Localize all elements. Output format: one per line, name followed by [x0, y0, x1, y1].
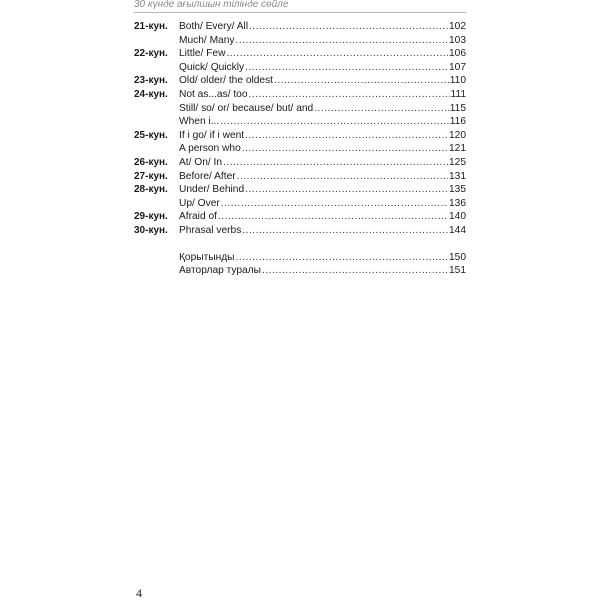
toc-page-number: 125 — [449, 156, 466, 168]
toc-entry-title: Up/ Over — [179, 197, 220, 209]
toc-dot-leader — [237, 170, 448, 184]
toc-dot-leader — [235, 34, 448, 48]
toc-dot-leader — [262, 264, 448, 278]
toc-page-number: 120 — [449, 129, 466, 141]
toc-entry-title: Both/ Every/ All — [179, 21, 249, 32]
toc-entry — [134, 264, 466, 278]
toc-entry — [134, 102, 466, 116]
toc-dot-leader — [235, 251, 448, 265]
running-head: 30 күнде ағылшын тілінде сөйле — [134, 0, 289, 10]
toc-page-number: 106 — [449, 48, 466, 60]
toc-dot-leader — [274, 74, 449, 88]
toc-entry — [134, 170, 466, 184]
toc-entry-title: Авторлар туралы — [179, 265, 261, 277]
toc-day-label: 30-кун. — [134, 224, 168, 236]
toc-entry — [134, 197, 466, 211]
toc-entry — [134, 156, 466, 170]
toc-section-gap — [134, 238, 466, 251]
toc-page-number: 111 — [450, 88, 466, 100]
toc-dot-leader — [218, 210, 448, 224]
toc-page-number: 115 — [449, 102, 466, 114]
toc-page-number: 135 — [449, 184, 466, 196]
toc-entry — [134, 20, 466, 34]
toc-day-label: 24-кун. — [134, 88, 168, 100]
toc-entry — [134, 61, 466, 75]
toc-page-number: 151 — [449, 265, 466, 277]
toc-page-number: 131 — [449, 170, 466, 182]
toc-entry-title: Little/ Few — [179, 48, 226, 60]
toc-entry-title: Before/ After — [179, 170, 236, 182]
toc-entry-title: When i... — [179, 116, 220, 128]
toc-entry-title: Not as...as/ too — [179, 88, 248, 100]
toc-entry-title: Under/ Behind — [179, 184, 245, 196]
toc-day-label: 23-кун. — [134, 75, 168, 87]
toc-entry-title: Old/ older/ the oldest — [179, 75, 274, 87]
toc-entry — [134, 34, 466, 48]
toc-entry-title: Afraid of — [179, 211, 217, 223]
toc-page-number: 103 — [449, 34, 466, 46]
toc-dot-leader — [249, 88, 450, 102]
toc-page-number: 102 — [449, 21, 466, 32]
toc-entry — [134, 183, 466, 197]
toc-entry-title: Much/ Many — [179, 34, 235, 46]
toc-day-label: 28-кун. — [134, 184, 168, 196]
toc-entry — [134, 115, 466, 129]
toc-dot-leader — [245, 129, 448, 143]
table-of-contents — [134, 20, 466, 278]
page-number: 4 — [136, 586, 142, 600]
toc-dot-leader — [249, 20, 448, 34]
toc-entry — [134, 224, 466, 238]
header-divider — [134, 12, 466, 13]
toc-dot-leader — [226, 47, 448, 61]
toc-entry-title: Қорытынды — [179, 251, 235, 263]
toc-day-label: 25-кун. — [134, 129, 168, 141]
toc-page-number: 150 — [449, 251, 466, 263]
toc-entry-title: Still/ so/ or/ because/ but/ and — [179, 102, 314, 114]
toc-page-number: 136 — [449, 197, 466, 209]
toc-dot-leader — [245, 183, 448, 197]
toc-page-number: 140 — [449, 211, 466, 223]
toc-page-number: 107 — [449, 61, 466, 73]
toc-entry — [134, 251, 466, 265]
toc-day-label: 26-кун. — [134, 156, 168, 168]
toc-page-number: 110 — [449, 75, 466, 87]
toc-entry-title: A person who — [179, 143, 241, 155]
toc-entry — [134, 142, 466, 156]
toc-page-number: 116 — [449, 116, 466, 128]
toc-dot-leader — [223, 156, 448, 170]
toc-day-label: 27-кун. — [134, 170, 168, 182]
toc-entry-title: If i go/ if i went — [179, 129, 245, 141]
toc-entry-title: At/ On/ In — [179, 156, 223, 168]
toc-entry — [134, 88, 466, 102]
toc-day-label: 22-кун. — [134, 48, 168, 60]
toc-dot-leader — [314, 102, 449, 116]
toc-page-number: 144 — [449, 224, 466, 236]
toc-dot-leader — [220, 115, 449, 129]
toc-day-label: 21-кун. — [134, 21, 168, 32]
toc-entry — [134, 210, 466, 224]
toc-entry — [134, 129, 466, 143]
toc-dot-leader — [242, 224, 448, 238]
toc-entry-title: Quick/ Quickly — [179, 61, 245, 73]
toc-entry — [134, 47, 466, 61]
toc-day-label: 29-кун. — [134, 211, 168, 223]
toc-entry — [134, 74, 466, 88]
toc-dot-leader — [242, 142, 448, 156]
toc-page-number: 121 — [449, 143, 466, 155]
toc-dot-leader — [221, 197, 448, 211]
toc-entry-title: Phrasal verbs — [179, 224, 242, 236]
toc-dot-leader — [245, 61, 448, 75]
